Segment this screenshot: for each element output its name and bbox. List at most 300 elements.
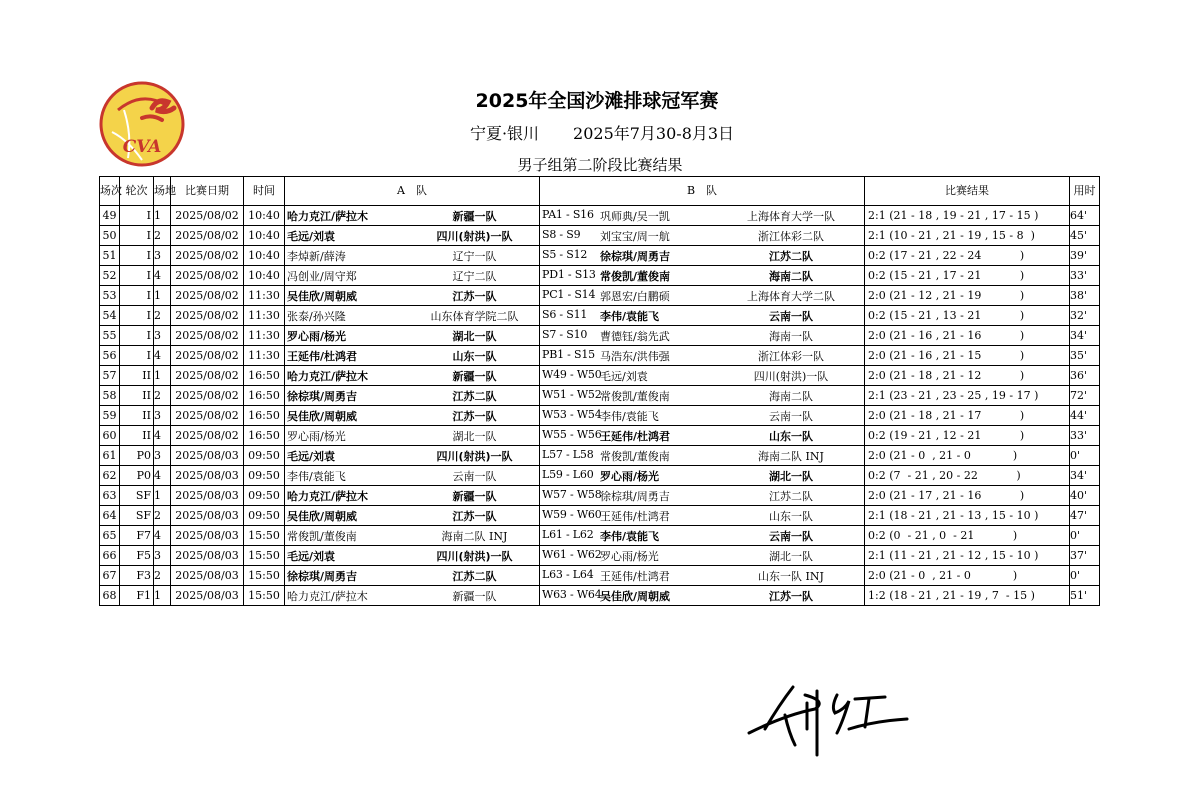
team-b-name: 江苏二队	[769, 489, 813, 503]
match-date: 2025/08/02	[171, 406, 244, 426]
team-b-players: 王延伟/杜鸿君	[600, 429, 671, 443]
match-date: 2025/08/03	[171, 506, 244, 526]
logo-text: CVA	[122, 137, 162, 157]
team-b-name: 山东一队	[769, 429, 813, 443]
match-time: 10:40	[244, 206, 285, 226]
round: I	[120, 306, 154, 326]
bracket-code: PA1 - S16	[542, 207, 594, 221]
team-b-name: 云南一队	[769, 409, 813, 423]
team-b-players: 常俊凯/董俊南	[600, 269, 671, 283]
table-row	[100, 366, 1100, 386]
team-a-name: 湖北一队	[452, 329, 497, 343]
match-result: 1:2 (18 - 21 , 21 - 19 , 7 - 15 )	[865, 586, 1070, 606]
page-title: 2025年全国沙滩排球冠军赛	[475, 90, 719, 112]
match-result: 2:1 (11 - 21 , 21 - 12 , 15 - 10 )	[865, 546, 1070, 566]
team-b-cell	[540, 206, 865, 226]
match-date: 2025/08/02	[171, 366, 244, 386]
round: II	[120, 406, 154, 426]
bracket-code: PB1 - S15	[542, 347, 595, 361]
header-match-no: 场次	[100, 177, 120, 206]
team-a-players: 王延伟/杜鸿君	[287, 349, 358, 363]
match-duration: 35'	[1070, 346, 1100, 366]
team-b-cell	[540, 486, 865, 506]
team-a-name: 江苏一队	[452, 509, 497, 523]
match-time: 15:50	[244, 566, 285, 586]
team-a-cell	[285, 426, 540, 446]
bracket-code: W59 - W60	[542, 507, 602, 521]
location-dates	[2, 121, 1202, 144]
handwritten-signature	[745, 675, 910, 760]
team-a-players: 徐棕琪/周勇吉	[287, 569, 358, 583]
match-result: 0:2 (0 - 21 , 0 - 21 )	[865, 526, 1070, 546]
team-a-cell	[285, 466, 540, 486]
team-a-players: 哈力克江/萨拉木	[287, 589, 368, 603]
location: 宁夏·银川	[469, 124, 540, 143]
match-date: 2025/08/02	[171, 286, 244, 306]
court: 2	[154, 386, 171, 406]
team-a-name: 湖北一队	[452, 429, 497, 443]
match-time: 11:30	[244, 346, 285, 366]
match-no: 54	[100, 306, 120, 326]
team-b-name: 江苏一队	[769, 589, 813, 603]
team-a-cell	[285, 366, 540, 386]
team-a-players: 哈力克江/萨拉木	[287, 369, 369, 383]
team-a-cell	[285, 226, 540, 246]
table-row	[100, 286, 1100, 306]
bracket-code: PD1 - S13	[542, 267, 596, 281]
team-b-players: 曹德钰/翁先武	[600, 329, 670, 343]
match-duration: 44'	[1070, 406, 1100, 426]
round: I	[120, 346, 154, 366]
team-a-players: 徐棕琪/周勇吉	[287, 389, 358, 403]
table-row	[100, 486, 1100, 506]
match-date: 2025/08/02	[171, 346, 244, 366]
event-dates: 2025年7月30-8月3日	[573, 124, 735, 143]
match-result: 2:1 (10 - 21 , 21 - 19 , 15 - 8 )	[865, 226, 1070, 246]
team-b-name: 上海体育大学一队	[747, 209, 835, 223]
match-no: 66	[100, 546, 120, 566]
round: SF	[120, 506, 154, 526]
match-time: 15:50	[244, 546, 285, 566]
team-b-players: 毛远/刘袁	[600, 369, 648, 383]
round: P0	[120, 466, 154, 486]
team-a-name: 江苏一队	[452, 409, 497, 423]
match-date: 2025/08/02	[171, 226, 244, 246]
team-b-cell	[540, 446, 865, 466]
team-b-players: 郭恩宏/白鹏硕	[600, 289, 670, 303]
team-a-cell	[285, 506, 540, 526]
match-duration: 34'	[1070, 326, 1100, 346]
team-b-name: 海南二队 INJ	[758, 449, 824, 463]
court: 2	[154, 226, 171, 246]
table-row	[100, 446, 1100, 466]
match-no: 68	[100, 586, 120, 606]
match-result: 2:0 (21 - 17 , 21 - 16 )	[865, 486, 1070, 506]
team-b-name: 海南二队	[769, 269, 813, 283]
team-a-name: 江苏二队	[452, 389, 497, 403]
header-team-b: B 队	[540, 177, 865, 206]
team-a-name: 山东一队	[452, 349, 497, 363]
team-b-name: 云南一队	[769, 529, 813, 543]
team-a-name: 四川(射洪)一队	[436, 549, 513, 563]
match-duration: 39'	[1070, 246, 1100, 266]
match-time: 10:40	[244, 226, 285, 246]
team-b-name: 海南二队	[769, 389, 813, 403]
team-a-players: 张泰/孙兴隆	[287, 309, 346, 323]
round: P0	[120, 446, 154, 466]
bracket-code: W63 - W64	[542, 587, 602, 601]
table-row	[100, 326, 1100, 346]
match-result: 2:0 (21 - 16 , 21 - 16 )	[865, 326, 1070, 346]
table-row	[100, 306, 1100, 326]
match-duration: 72'	[1070, 386, 1100, 406]
team-a-cell	[285, 406, 540, 426]
match-time: 09:50	[244, 466, 285, 486]
team-a-players: 毛远/刘袁	[287, 449, 336, 463]
table-row	[100, 586, 1100, 606]
bracket-code: W57 - W58	[542, 487, 602, 501]
team-b-players: 徐棕琪/周勇吉	[600, 249, 671, 263]
court: 4	[154, 426, 171, 446]
match-date: 2025/08/03	[171, 546, 244, 566]
bracket-code: S7 - S10	[542, 327, 588, 341]
match-no: 64	[100, 506, 120, 526]
team-b-cell	[540, 566, 865, 586]
team-a-cell	[285, 446, 540, 466]
match-duration: 32'	[1070, 306, 1100, 326]
team-b-players: 李伟/袁能飞	[600, 309, 660, 323]
team-b-players: 王延伟/杜鸿君	[600, 509, 670, 523]
team-a-name: 辽宁二队	[452, 269, 497, 283]
team-b-players: 吴佳欣/周朝威	[600, 589, 671, 603]
round: F5	[120, 546, 154, 566]
match-date: 2025/08/02	[171, 306, 244, 326]
team-a-players: 吴佳欣/周朝威	[287, 409, 358, 423]
round: I	[120, 286, 154, 306]
team-a-cell	[285, 386, 540, 406]
bracket-code: S6 - S11	[542, 307, 588, 321]
match-date: 2025/08/03	[171, 446, 244, 466]
bracket-code: L57 - L58	[542, 447, 594, 461]
court: 1	[154, 286, 171, 306]
team-b-players: 刘宝宝/周一航	[600, 229, 670, 243]
court: 4	[154, 526, 171, 546]
results-table	[99, 176, 1100, 606]
team-b-name: 湖北一队	[769, 549, 813, 563]
team-b-name: 云南一队	[769, 309, 813, 323]
court: 2	[154, 506, 171, 526]
match-time: 16:50	[244, 426, 285, 446]
team-a-cell	[285, 526, 540, 546]
header-team-a: A 队	[285, 177, 540, 206]
round: F7	[120, 526, 154, 546]
round: II	[120, 426, 154, 446]
table-row	[100, 246, 1100, 266]
match-no: 65	[100, 526, 120, 546]
match-duration: 0'	[1070, 566, 1100, 586]
team-a-name: 江苏一队	[452, 289, 497, 303]
match-no: 67	[100, 566, 120, 586]
bracket-code: L59 - L60	[542, 467, 594, 481]
team-a-players: 罗心雨/杨光	[287, 329, 347, 343]
table-row	[100, 546, 1100, 566]
team-a-name: 四川(射洪)一队	[436, 449, 513, 463]
team-b-name: 浙江体彩一队	[758, 349, 824, 363]
table-row	[100, 386, 1100, 406]
team-b-players: 巩师典/吴一凯	[600, 209, 670, 223]
court: 1	[154, 366, 171, 386]
round: II	[120, 366, 154, 386]
team-a-name: 四川(射洪)一队	[436, 229, 513, 243]
bracket-code: W51 - W52	[542, 387, 602, 401]
team-b-players: 常俊凯/董俊南	[600, 389, 670, 403]
match-time: 16:50	[244, 366, 285, 386]
match-result: 0:2 (15 - 21 , 17 - 21 )	[865, 266, 1070, 286]
team-b-cell	[540, 346, 865, 366]
round: SF	[120, 486, 154, 506]
bracket-code: W49 - W50	[542, 367, 602, 381]
team-b-cell	[540, 426, 865, 446]
match-time: 11:30	[244, 326, 285, 346]
header-time: 时间	[244, 177, 285, 206]
page-subtitle: 男子组第二阶段比赛结果	[517, 156, 683, 174]
team-b-cell	[540, 246, 865, 266]
match-no: 61	[100, 446, 120, 466]
match-result: 2:0 (21 - 18 , 21 - 12 )	[865, 366, 1070, 386]
match-date: 2025/08/02	[171, 246, 244, 266]
match-duration: 33'	[1070, 266, 1100, 286]
match-date: 2025/08/02	[171, 326, 244, 346]
court: 3	[154, 406, 171, 426]
team-b-players: 常俊凯/董俊南	[600, 449, 670, 463]
round: I	[120, 206, 154, 226]
team-b-players: 李伟/袁能飞	[600, 409, 659, 423]
match-time: 10:40	[244, 266, 285, 286]
match-date: 2025/08/02	[171, 426, 244, 446]
team-b-players: 王延伟/杜鸿君	[600, 569, 670, 583]
team-a-name: 云南一队	[452, 469, 497, 483]
court: 3	[154, 326, 171, 346]
table-row	[100, 266, 1100, 286]
match-no: 57	[100, 366, 120, 386]
team-b-name: 浙江体彩二队	[758, 229, 824, 243]
team-a-cell	[285, 346, 540, 366]
team-b-cell	[540, 266, 865, 286]
match-date: 2025/08/02	[171, 386, 244, 406]
team-b-players: 李伟/袁能飞	[600, 529, 660, 543]
match-no: 62	[100, 466, 120, 486]
match-duration: 51'	[1070, 586, 1100, 606]
match-no: 55	[100, 326, 120, 346]
court: 3	[154, 446, 171, 466]
team-a-name: 新疆一队	[452, 209, 497, 223]
table-row	[100, 226, 1100, 246]
court: 4	[154, 346, 171, 366]
match-duration: 0'	[1070, 446, 1100, 466]
table-row	[100, 466, 1100, 486]
team-a-name: 山东体育学院二队	[430, 309, 519, 323]
match-duration: 40'	[1070, 486, 1100, 506]
team-b-players: 罗心雨/杨光	[600, 469, 660, 483]
court: 1	[154, 206, 171, 226]
round: F1	[120, 586, 154, 606]
match-time: 09:50	[244, 486, 285, 506]
team-a-players: 李焯新/薛涛	[287, 249, 346, 263]
match-result: 2:1 (21 - 18 , 19 - 21 , 17 - 15 )	[865, 206, 1070, 226]
bracket-code: W53 - W54	[542, 407, 602, 421]
bracket-code: S8 - S9	[542, 227, 581, 241]
team-b-name: 海南一队	[769, 329, 813, 343]
match-time: 16:50	[244, 406, 285, 426]
match-result: 2:1 (23 - 21 , 23 - 25 , 19 - 17 )	[865, 386, 1070, 406]
table-row	[100, 506, 1100, 526]
team-a-cell	[285, 586, 540, 606]
match-time: 15:50	[244, 586, 285, 606]
bracket-code: PC1 - S14	[542, 287, 596, 301]
match-date: 2025/08/03	[171, 466, 244, 486]
team-b-cell	[540, 326, 865, 346]
round: I	[120, 326, 154, 346]
team-a-players: 毛远/刘袁	[287, 549, 336, 563]
team-b-cell	[540, 306, 865, 326]
team-a-cell	[285, 326, 540, 346]
team-b-players: 马浩东/洪伟强	[600, 349, 670, 363]
team-b-cell	[540, 546, 865, 566]
court: 2	[154, 306, 171, 326]
round: II	[120, 386, 154, 406]
table-row	[100, 566, 1100, 586]
table-row	[100, 206, 1100, 226]
match-result: 0:2 (17 - 21 , 22 - 24 )	[865, 246, 1070, 266]
team-b-cell	[540, 586, 865, 606]
team-a-players: 常俊凯/董俊南	[287, 529, 357, 543]
team-a-cell	[285, 306, 540, 326]
match-result: 0:2 (19 - 21 , 12 - 21 )	[865, 426, 1070, 446]
header-result: 比赛结果	[865, 177, 1070, 206]
match-no: 49	[100, 206, 120, 226]
team-b-cell	[540, 386, 865, 406]
court: 1	[154, 486, 171, 506]
team-b-cell	[540, 366, 865, 386]
team-b-name: 四川(射洪)一队	[753, 369, 829, 383]
table-row	[100, 426, 1100, 446]
match-time: 11:30	[244, 306, 285, 326]
team-a-players: 吴佳欣/周朝威	[287, 509, 358, 523]
team-a-cell	[285, 266, 540, 286]
match-duration: 33'	[1070, 426, 1100, 446]
header-round: 轮次	[120, 177, 154, 206]
round: I	[120, 226, 154, 246]
court: 1	[154, 586, 171, 606]
match-result: 0:2 (15 - 21 , 13 - 21 )	[865, 306, 1070, 326]
team-a-cell	[285, 486, 540, 506]
bracket-code: S5 - S12	[542, 247, 588, 261]
team-a-name: 辽宁一队	[452, 249, 497, 263]
match-no: 59	[100, 406, 120, 426]
round: I	[120, 246, 154, 266]
court: 3	[154, 246, 171, 266]
bracket-code: W61 - W62	[542, 547, 602, 561]
court: 4	[154, 466, 171, 486]
match-duration: 45'	[1070, 226, 1100, 246]
team-a-name: 新疆一队	[452, 589, 497, 603]
table-row	[100, 526, 1100, 546]
team-b-cell	[540, 226, 865, 246]
team-a-name: 新疆一队	[452, 369, 497, 383]
match-time: 15:50	[244, 526, 285, 546]
team-a-players: 冯创业/周守郑	[287, 269, 357, 283]
match-time: 09:50	[244, 506, 285, 526]
match-no: 51	[100, 246, 120, 266]
match-duration: 37'	[1070, 546, 1100, 566]
team-b-name: 山东一队 INJ	[758, 569, 824, 583]
team-b-players: 徐棕琪/周勇吉	[600, 489, 670, 503]
team-a-players: 李伟/袁能飞	[287, 469, 346, 483]
round: I	[120, 266, 154, 286]
court: 3	[154, 546, 171, 566]
team-a-name: 江苏二队	[452, 569, 497, 583]
team-a-players: 哈力克江/萨拉木	[287, 209, 369, 223]
match-date: 2025/08/02	[171, 266, 244, 286]
match-no: 50	[100, 226, 120, 246]
match-result: 2:0 (21 - 18 , 21 - 17 )	[865, 406, 1070, 426]
match-time: 09:50	[244, 446, 285, 466]
match-no: 53	[100, 286, 120, 306]
team-a-players: 哈力克江/萨拉木	[287, 489, 369, 503]
match-result: 2:1 (18 - 21 , 21 - 13 , 15 - 10 )	[865, 506, 1070, 526]
bracket-code: L63 - L64	[542, 567, 594, 581]
team-a-name: 海南二队 INJ	[441, 529, 508, 543]
match-date: 2025/08/03	[171, 586, 244, 606]
match-duration: 36'	[1070, 366, 1100, 386]
match-duration: 64'	[1070, 206, 1100, 226]
team-a-players: 吴佳欣/周朝威	[287, 289, 358, 303]
match-date: 2025/08/03	[171, 526, 244, 546]
court: 2	[154, 566, 171, 586]
match-no: 56	[100, 346, 120, 366]
match-no: 58	[100, 386, 120, 406]
match-time: 10:40	[244, 246, 285, 266]
match-date: 2025/08/03	[171, 566, 244, 586]
match-result: 2:0 (21 - 16 , 21 - 15 )	[865, 346, 1070, 366]
match-result: 2:0 (21 - 0 , 21 - 0 )	[865, 446, 1070, 466]
match-date: 2025/08/02	[171, 206, 244, 226]
table-row	[100, 406, 1100, 426]
bracket-code: W55 - W56	[542, 427, 602, 441]
court: 4	[154, 266, 171, 286]
match-duration: 0'	[1070, 526, 1100, 546]
team-a-name: 新疆一队	[452, 489, 497, 503]
bracket-code: L61 - L62	[542, 527, 594, 541]
match-no: 63	[100, 486, 120, 506]
match-duration: 34'	[1070, 466, 1100, 486]
table-header-row	[100, 177, 1100, 206]
team-a-cell	[285, 566, 540, 586]
team-b-name: 湖北一队	[769, 469, 813, 483]
team-b-name: 上海体育大学二队	[747, 289, 835, 303]
match-no: 60	[100, 426, 120, 446]
team-b-cell	[540, 406, 865, 426]
match-time: 11:30	[244, 286, 285, 306]
team-b-cell	[540, 286, 865, 306]
round: F3	[120, 566, 154, 586]
table-row	[100, 346, 1100, 366]
team-a-players: 毛远/刘袁	[287, 229, 336, 243]
team-a-cell	[285, 286, 540, 306]
team-b-name: 江苏二队	[769, 249, 813, 263]
team-a-cell	[285, 546, 540, 566]
team-a-cell	[285, 206, 540, 226]
